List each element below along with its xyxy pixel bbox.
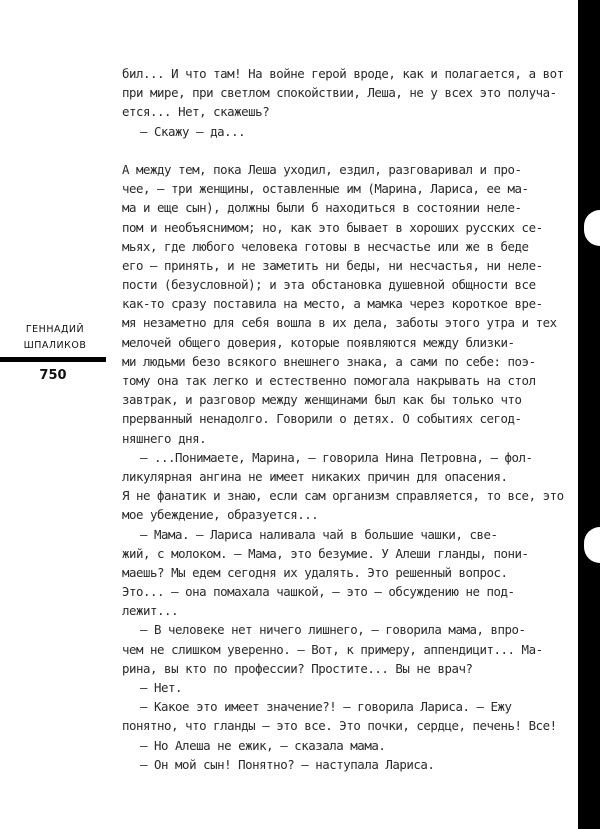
text-line: чем не слишком уверенно. — Вот, к примеру, аппендицит... Ма- (122, 641, 543, 657)
text-line: мелочей общего доверия, которые появляются между близки- (122, 334, 515, 350)
text-line: мя незаметно для себя вошла в их дела, заботы этого утра и тех (122, 315, 557, 331)
text-line: Я не фанатик и знаю, если сам организм справляется, то все, это (122, 488, 564, 504)
running-head (0, 322, 110, 354)
dialogue-line: — Мама. — Лариса наливала чай в большие чашки, све- (140, 526, 498, 542)
text-line: пости (безусловной); и эта обстановка душевной общности все (122, 277, 536, 293)
text-line: понятно, что гланды — это все. Это почки, сердце, печень! Все! (122, 718, 557, 734)
dialogue-line: — Какое это имеет значение?! — говорила Лариса. — Ежу (140, 699, 512, 715)
dialogue-line: — Но Алеша не ежик, — сказала мама. (140, 737, 386, 753)
dialogue-line: — В человеке нет ничего лишнего, — говорила мама, впро- (140, 622, 526, 638)
dialogue-line: — ...Понимаете, Марина, — говорила Нина Петровна, — фол- (140, 449, 533, 465)
author-last-name: ШПАЛИКОВ (23, 340, 87, 351)
text-line: ликулярная ангина не имеет никаких причин для опасения. (122, 468, 508, 484)
section-break (122, 141, 556, 160)
text-line: ется... Нет, скажешь? (122, 104, 270, 120)
text-line: бил... И что там! На войне герой вроде, как и полагается, а вот (122, 66, 564, 81)
text-line: его — принять, и не заметить ни беды, ни несчастья, ни неле- (122, 257, 543, 273)
folio-rule (0, 357, 106, 362)
text-line: тому она так легко и естественно помогала накрывать на стол (122, 373, 536, 388)
text-line: при мире, при светлом спокойствии, Леша, не у всех это получа- (122, 85, 557, 101)
text-line: А между тем, пока Леша уходил, ездил, разговаривал и про- (122, 161, 522, 177)
dialogue-line: — Нет. (140, 680, 183, 695)
text-line: мое убеждение, образуется... (122, 507, 319, 523)
text-line: жий, с молоком. — Мама, это безумие. У Алеши гланды, пони- (122, 545, 529, 561)
text-line: ма и еще сын), должны были б находиться в состоянии неле- (122, 200, 522, 216)
text-line: чее, — три женщины, оставленные им (Марина, Лариса, ее ма- (122, 181, 529, 197)
text-line: лежит... (122, 603, 179, 619)
dialogue-line: — Он мой сын! Понятно? — наступала Лариса. (140, 756, 435, 772)
text-line: няшнего дня. (122, 430, 207, 446)
dialogue-line: — Скажу — да... (140, 123, 246, 139)
text-line: завтрак, и разговор между женщинами был как бы только что (122, 392, 522, 408)
text-line: как-то сразу поставила на место, а мамка через короткое вре- (122, 296, 543, 312)
page-number: 750 (39, 368, 67, 383)
text-line: ми людьми безо всякого внешнего знака, а сами по себе: поэ- (122, 353, 536, 369)
text-line: пом и необъяснимом; но, как это бывает в хороших русских се- (122, 219, 543, 235)
text-line: Это... — она помахала чашкой, — это — обсуждению не под- (122, 584, 515, 600)
thumb-index-edge (578, 0, 600, 829)
text-line: рина, вы кто по профессии? Простите... Вы не врач? (122, 660, 473, 676)
author-first-name: ГЕННАДИЙ (25, 324, 85, 335)
body-text (122, 64, 564, 774)
text-line: маешь? Мы едем сегодня их удалять. Это решенный вопрос. (122, 564, 508, 580)
text-line: прерванный ненадолго. Говорили о детях. О событиях сегод- (122, 411, 522, 427)
text-line: мьях, где любого человека готовы в несчастье или же в беде (122, 238, 529, 254)
